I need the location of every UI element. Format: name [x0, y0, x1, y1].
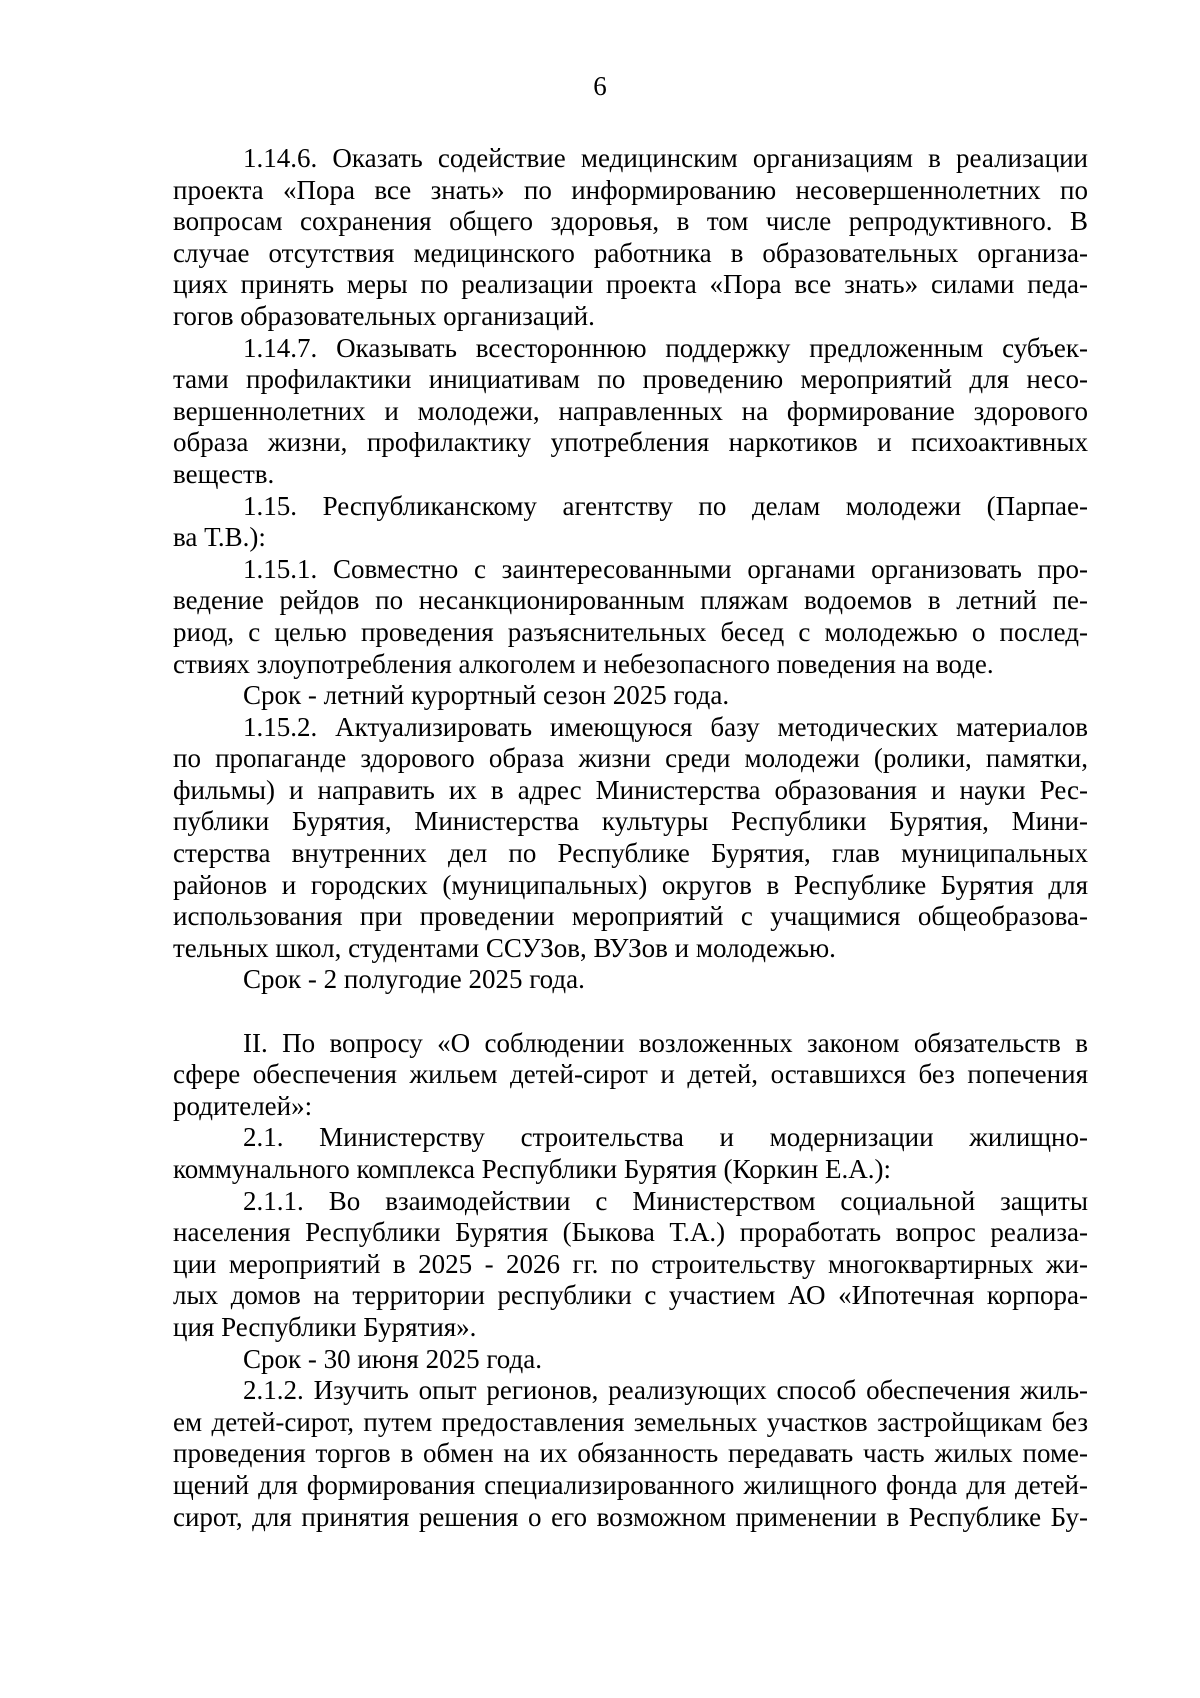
text-line: образа жизни, профилактику употребления наркотиков и психоактивных [173, 427, 1088, 458]
text-line: 1.14.7. Оказывать всестороннюю поддержку предложенным субъек- [243, 332, 1088, 363]
text-line: проекта «Пора все знать» по информированию несовершеннолетних по [173, 174, 1088, 205]
text-line: использования при проведении мероприятий с учащимися общеобразова- [173, 901, 1088, 932]
text-line: ствиях злоупотребления алкоголем и небезопасного поведения на воде. [173, 648, 994, 679]
text-line: 1.14.6. Оказать содействие медицинским организациям в реализации [243, 143, 1088, 173]
text-line: по пропаганде здорового образа жизни среди молодежи (ролики, памятки, [173, 743, 1088, 774]
paragraph-gap [173, 996, 1088, 1028]
text-line: тельных школ, студентами ССУЗов, ВУЗов и молодежью. [173, 932, 836, 963]
text-line: 2.1. Министерству строительства и модернизации жилищно- [243, 1122, 1088, 1153]
text-line: районов и городских (муниципальных) округов в Республике Бурятия для [173, 869, 1088, 900]
text-line: 1.15.1. Совместно с заинтересованными органами организовать про- [243, 553, 1088, 584]
text-line: циях принять меры по реализации проекта «Пора все знать» силами педа- [173, 269, 1088, 300]
text-line: родителей»: [173, 1090, 313, 1121]
text-line: публики Бурятия, Министерства культуры Республики Бурятия, Мини- [173, 806, 1088, 837]
text-line: гогов образовательных организаций. [173, 300, 595, 331]
text-line: сфере обеспечения жильем детей-сирот и детей, оставшихся без попечения [173, 1059, 1088, 1090]
text-line: Срок - 2 полугодие 2025 года. [243, 964, 585, 995]
text-line: вершеннолетних и молодежи, направленных на формирование здорового [173, 395, 1088, 426]
text-line: коммунального комплекса Республики Бурятия (Коркин Е.А.): [173, 1154, 891, 1184]
text-line: 1.15. Республиканскому агентству по делам молодежи (Парпае- [243, 490, 1088, 521]
text-line: ции мероприятий в 2025 - 2026 гг. по строительству многоквартирных жи- [173, 1248, 1088, 1279]
text-line: 1.15.2. Актуализировать имеющуюся базу методических материалов [243, 711, 1088, 742]
text-line: Срок - 30 июня 2025 года. [243, 1343, 542, 1374]
text-line: проведения торгов в обмен на их обязанность передавать часть жилых поме- [173, 1438, 1088, 1469]
text-line: тами профилактики инициативам по проведению мероприятий для несо- [173, 364, 1088, 395]
text-line: щений для формирования специализированного жилищного фонда для детей- [173, 1469, 1088, 1500]
text-line: Срок - летний курортный сезон 2025 года. [243, 680, 730, 711]
text-line: случае отсутствия медицинского работника в образовательных организа- [173, 237, 1088, 268]
text-line: ция Республики Бурятия». [173, 1311, 477, 1342]
text-line: сирот, для принятия решения о его возможном применении в Республике Бу- [173, 1501, 1088, 1532]
text-line: 2.1.2. Изучить опыт регионов, реализующих способ обеспечения жиль- [243, 1375, 1088, 1406]
text-line: лых домов на территории республики с участием АО «Ипотечная корпора- [173, 1280, 1088, 1311]
text-line: фильмы) и направить их в адрес Министерства образования и науки Рес- [173, 774, 1088, 805]
text-line: вопросам сохранения общего здоровья, в том числе репродуктивного. В [173, 206, 1088, 237]
text-line: ва Т.В.): [173, 522, 266, 553]
text-line: веществ. [173, 458, 275, 489]
text-line: 2.1.1. Во взаимодействии с Министерством социальной защиты [243, 1185, 1088, 1216]
text-line: II. По вопросу «О соблюдении возложенных законом обязательств в [243, 1027, 1088, 1058]
text-line: населения Республики Бурятия (Быкова Т.А.) проработать вопрос реализа- [173, 1217, 1088, 1248]
page-number: 6 [593, 71, 607, 101]
document-body [173, 143, 1088, 1533]
text-line: риод, с целью проведения разъяснительных бесед с молодежью о послед- [173, 616, 1088, 647]
text-line: ем детей-сирот, путем предоставления земельных участков застройщикам без [173, 1406, 1088, 1437]
text-line: ведение рейдов по несанкционированным пляжам водоемов в летний пе- [173, 585, 1088, 616]
text-line: стерства внутренних дел по Республике Бурятия, глав муниципальных [173, 838, 1088, 869]
